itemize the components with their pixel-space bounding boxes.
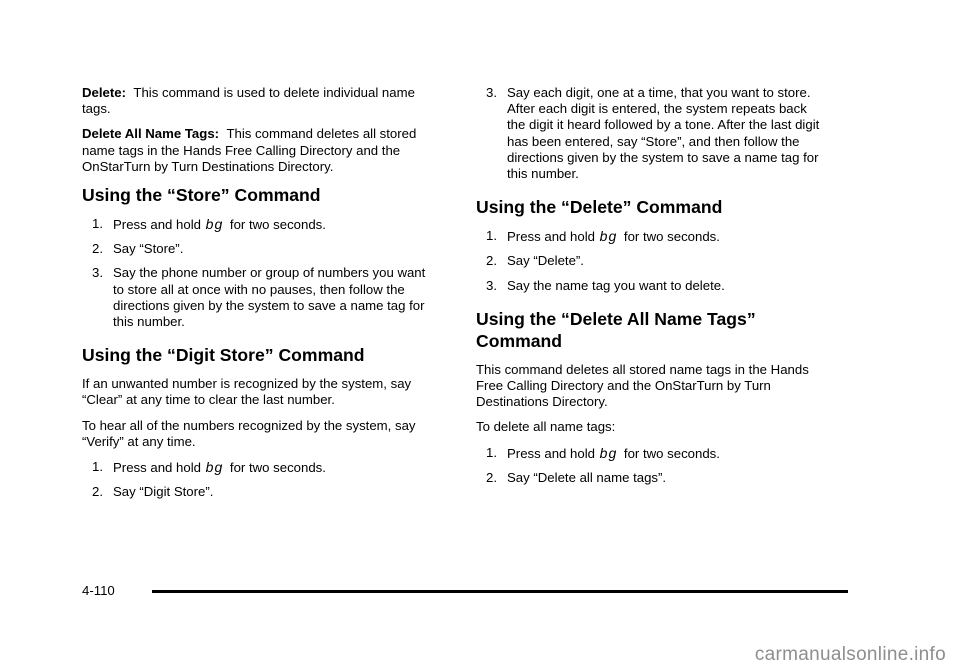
step-text: for two seconds. [229,217,326,233]
delete-all-heading: Using the “Delete All Name Tags” Command [476,308,756,351]
digit-store-steps [82,459,432,500]
watermark: carmanualsonline.info [754,644,946,665]
delete-all-term: Delete All Name Tags: [82,126,220,142]
list-item [82,241,432,257]
step-number: 2. [486,469,497,485]
step-number: 1. [486,228,497,244]
talk-button-icon: b [205,459,214,476]
delete-all-para-1: This command deletes all stored name tags in the Hands Free Calling Directory and the OnStarTurn by Turn Destinations Directory. [476,361,809,410]
digit-store-para-2: To hear all of the numbers recognized by the system, say “Verify” at any time. [82,417,416,449]
delete-definition [82,85,432,117]
left-column [82,85,432,508]
delete-text: This command is used to delete individual name tags. [82,85,415,117]
digit-store-heading: Using the “Digit Store” Command [82,345,365,366]
list-item [476,228,826,245]
list-item [476,85,826,182]
delete-all-steps [476,445,826,486]
step-number: 1. [92,216,103,232]
step-text: Say the name tag you want to delete. [507,277,725,293]
step-text: Say “Store”. [113,241,184,257]
list-item [476,470,826,486]
talk-button-icon: b [205,216,214,233]
step-text: Press and hold [113,460,201,476]
list-item [82,484,432,500]
list-item [82,216,432,233]
store-steps [82,216,432,330]
list-item [476,278,826,294]
step-text: for two seconds. [623,229,720,245]
voice-button-icon: g [214,216,223,233]
store-heading: Using the “Store” Command [82,185,321,206]
delete-heading: Using the “Delete” Command [476,197,723,218]
list-item [476,253,826,269]
step-text: Say “Digit Store”. [113,484,214,500]
step-number: 1. [486,444,497,460]
step-number: 1. [92,459,103,475]
delete-steps [476,228,826,294]
voice-button-icon: g [608,444,617,461]
step-text: for two seconds. [229,460,326,476]
step-number: 2. [486,253,497,269]
step-text: Press and hold [507,229,595,245]
list-item [476,445,826,462]
step-text: Say the phone number or group of numbers you want to store all at once with no pauses, then follow the directions given by the system to save a name tag for this number. [113,265,426,330]
digit-store-steps-continued [476,85,826,182]
step-text: Press and hold [113,217,201,233]
step-number: 2. [92,484,103,500]
digit-store-para-1: If an unwanted number is recognized by the system, say “Clear” at any time to clear the last number. [82,376,412,408]
list-item [82,265,432,330]
step-number: 3. [92,265,103,281]
step-text: for two seconds. [623,445,720,461]
talk-button-icon: b [599,228,608,245]
delete-all-definition [82,126,432,175]
voice-button-icon: g [214,459,223,476]
footer-rule [152,590,848,593]
delete-term: Delete: [82,85,126,100]
right-column [476,85,826,494]
talk-button-icon: b [599,444,608,461]
delete-all-para-2: To delete all name tags: [476,419,616,435]
step-number: 3. [486,85,497,100]
delete-all-text: This command deletes all stored name tags in the Hands Free Calling Directory and the OnStarTurn by Turn Destinations Directory. [82,126,417,174]
step-text: Say “Delete all name tags”. [507,469,667,485]
step-text: Press and hold [507,445,595,461]
voice-button-icon: g [608,228,617,245]
step-text: Say each digit, one at a time, that you want to store. After each digit is entered, the system repeats back the digit it heard followed by a tone. After the last digit has been entered, say “Store”, and then follow the directions given by the system to save a name tag for this number. [507,85,820,182]
step-number: 2. [92,241,103,257]
step-number: 3. [486,277,497,293]
page-number: 4-110 [82,583,115,598]
list-item [82,459,432,476]
step-text: Say “Delete”. [507,253,584,269]
